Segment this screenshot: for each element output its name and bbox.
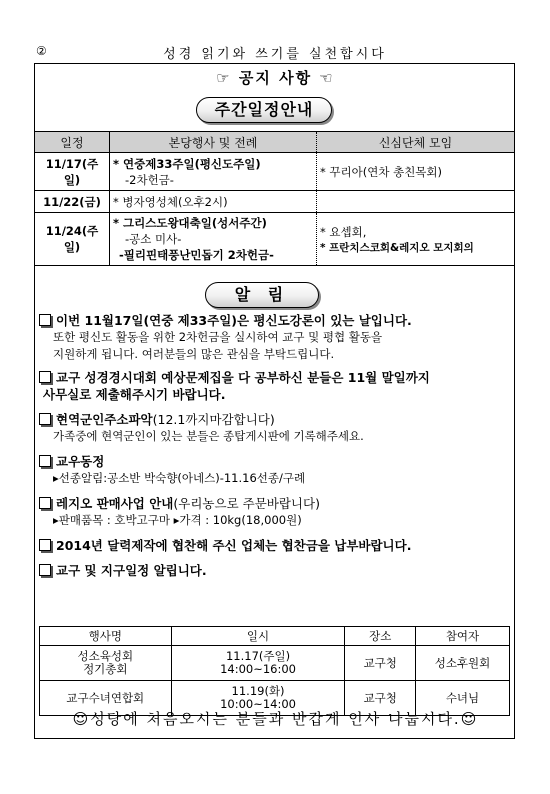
schedule-title: 주간일정안내 [196, 97, 332, 123]
table-row [35, 191, 514, 213]
list-item [35, 312, 514, 363]
announcement-heading-note: (12.1까지마감합니다) [152, 412, 275, 427]
announcement-heading: 레지오 판매사업 안내 [56, 496, 174, 511]
list-item [35, 411, 514, 445]
checkbox-bullet-icon [39, 413, 51, 425]
announcement-heading: 현역군인주소파악 [56, 412, 153, 427]
event-place: 교구청 [345, 681, 416, 716]
schedule-parish-line: -공소 미사- [125, 232, 182, 246]
event-name: 성소육성회 [77, 649, 134, 663]
closing-message: ☺성당에 처음오시는 분들과 반갑게 인사 나눕시다.☺ [72, 710, 479, 728]
list-item [35, 369, 514, 403]
event-name: 정기총회 [83, 662, 128, 676]
schedule-group-line: * 요셉회, [320, 224, 367, 239]
schedule-parish-line: * 병자영성체(오후2시) [110, 191, 317, 213]
schedule-parish-line: * 그리스도왕대축일(성서주간) [113, 216, 267, 230]
table-row [35, 153, 514, 191]
event-participants: 수녀님 [415, 681, 509, 716]
announcement-heading: 교구 성경경시대회 예상문제집을 다 공부하신 분들은 11월 말일까지 [56, 370, 430, 385]
list-item [35, 537, 514, 554]
weekly-schedule-table [35, 131, 514, 266]
announcement-list [35, 312, 514, 579]
announcement-body: ▸선종알림:공소반 박숙향(아네스)-11.16선종/구례 [53, 471, 306, 485]
announcements-title: 알 림 [205, 282, 319, 308]
notice-title: ☞ 공지 사항 ☜ [216, 69, 335, 87]
checkbox-bullet-icon [39, 314, 51, 326]
event-date: 11.17(주일) [225, 649, 291, 663]
checkbox-bullet-icon [39, 371, 51, 383]
events-col-name: 행사명 [40, 627, 172, 646]
schedule-col-date: 일정 [35, 132, 110, 153]
schedule-col-parish: 본당행사 및 전례 [110, 132, 317, 153]
diocese-events-table [39, 626, 510, 716]
schedule-parish-line: -필리핀태풍난민돕기 2차헌금- [119, 248, 274, 262]
announcement-heading-note: (우리농으로 주문바랍니다) [173, 496, 320, 511]
announcement-heading: 교구 및 지구일정 알립니다. [56, 563, 207, 578]
page-number: ② [36, 44, 47, 58]
event-name: 교구수녀연합회 [40, 681, 172, 716]
event-time: 10:00~14:00 [220, 697, 296, 711]
announcement-body: ▸판매품목 : 호박고구마 ▸가격 : 10kg(18,000원) [53, 513, 302, 527]
schedule-group-line: * 프란치스코회&레지오 모지회의 [320, 241, 474, 254]
list-item [35, 562, 514, 579]
announcement-body: 또한 평신도 활동을 위한 2차헌금을 실시하여 교구 및 평협 활동을 [53, 330, 383, 344]
table-row [40, 646, 510, 681]
list-item [35, 453, 514, 487]
events-col-place: 장소 [345, 627, 416, 646]
announcement-heading: 2014년 달력제작에 협찬해 주신 업체는 협찬금을 납부바랍니다. [56, 538, 412, 553]
announcement-body: 가족중에 현역군인이 있는 분들은 종탑게시판에 기록해주세요. [53, 429, 364, 443]
event-place: 교구청 [345, 646, 416, 681]
event-participants: 성소후원회 [415, 646, 509, 681]
announcement-heading: 교우동정 [56, 454, 105, 469]
events-col-participants: 참여자 [415, 627, 509, 646]
events-col-datetime: 일시 [171, 627, 345, 646]
announcement-body: 지원하게 됩니다. 여러분들의 많은 관심을 부탁드립니다. [53, 347, 335, 361]
checkbox-bullet-icon [39, 497, 51, 509]
checkbox-bullet-icon [39, 539, 51, 551]
table-row [35, 213, 514, 266]
schedule-group-line: * 꾸리아(연차 총친목회) [317, 153, 515, 191]
schedule-date: 11/24(주일) [35, 213, 110, 266]
event-date: 11.19(화) [231, 684, 285, 698]
notice-frame [34, 63, 515, 739]
announcement-heading: 이번 11월17일(연중 제33주일)은 평신도강론이 있는 날입니다. [56, 313, 412, 328]
schedule-col-groups: 신심단체 모임 [317, 132, 515, 153]
list-item [35, 495, 514, 529]
schedule-parish-line: -2차헌금- [125, 172, 174, 187]
schedule-date: 11/17(주일) [35, 153, 110, 191]
announcement-heading-cont: 사무실로 제출해주시기 바랍니다. [43, 387, 226, 402]
schedule-date: 11/22(금) [35, 191, 110, 213]
schedule-parish-line: * 연중제33주일(평신도주일) [113, 156, 261, 171]
bulletin-motto: 성경 읽기와 쓰기를 실천합시다 [163, 47, 387, 62]
checkbox-bullet-icon [39, 564, 51, 576]
event-time: 14:00~16:00 [220, 662, 296, 676]
checkbox-bullet-icon [39, 455, 51, 467]
